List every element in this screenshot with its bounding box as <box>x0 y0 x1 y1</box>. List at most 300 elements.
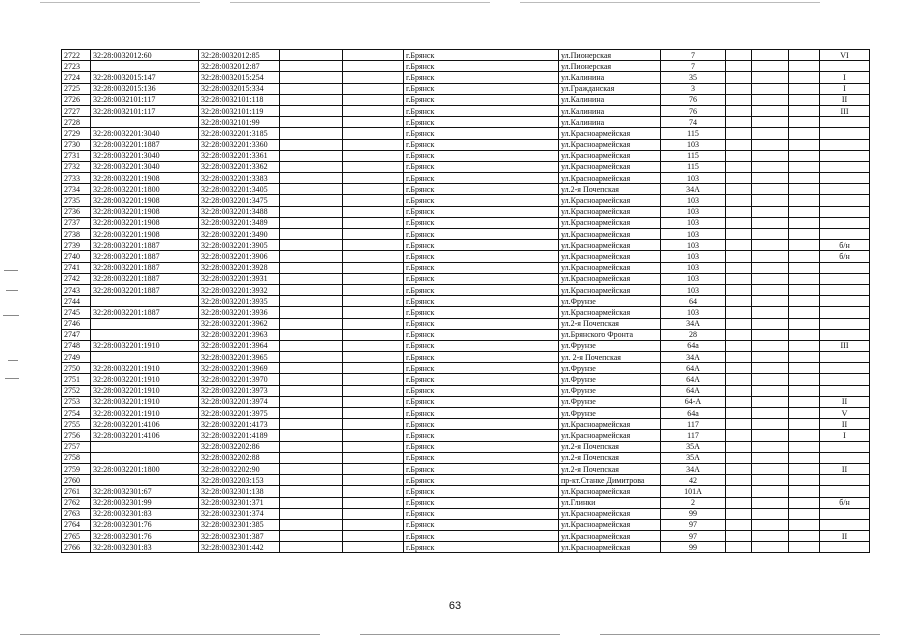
empty-cell <box>280 307 343 318</box>
empty-cell <box>343 83 404 94</box>
empty-cell <box>280 284 343 295</box>
house-number: 115 <box>661 150 726 161</box>
parent-cadastral-number: 32:28:0032101:117 <box>91 94 199 105</box>
empty-cell <box>280 217 343 228</box>
empty-cell <box>752 117 789 128</box>
empty-cell <box>789 318 820 329</box>
cadastral-number: 32:28:0032301:385 <box>199 519 280 530</box>
parent-cadastral-number: 32:28:0032201:1887 <box>91 307 199 318</box>
house-number: 42 <box>661 475 726 486</box>
empty-cell <box>343 240 404 251</box>
table-row <box>62 542 870 553</box>
empty-cell <box>280 374 343 385</box>
table-row <box>62 229 870 240</box>
empty-cell <box>752 61 789 72</box>
street: ул.Красноармейская <box>559 217 661 228</box>
city: г.Брянск <box>404 61 559 72</box>
city: г.Брянск <box>404 296 559 307</box>
city: г.Брянск <box>404 363 559 374</box>
street: ул.Фрунзе <box>559 408 661 419</box>
empty-cell <box>343 139 404 150</box>
empty-cell <box>343 195 404 206</box>
row-number: 2733 <box>62 173 91 184</box>
cadastral-number: 32:28:0032201:3964 <box>199 340 280 351</box>
empty-cell <box>280 251 343 262</box>
city: г.Брянск <box>404 195 559 206</box>
row-number: 2731 <box>62 150 91 161</box>
house-number: 3 <box>661 83 726 94</box>
apartment-class <box>820 161 870 172</box>
city: г.Брянск <box>404 318 559 329</box>
house-number: 7 <box>661 61 726 72</box>
empty-cell <box>280 229 343 240</box>
street: ул.Калинина <box>559 94 661 105</box>
house-number: 76 <box>661 105 726 116</box>
street: ул.Гражданская <box>559 83 661 94</box>
parent-cadastral-number <box>91 318 199 329</box>
empty-cell <box>726 173 752 184</box>
empty-cell <box>280 173 343 184</box>
empty-cell <box>789 396 820 407</box>
street: ул.Красноармейская <box>559 150 661 161</box>
parent-cadastral-number <box>91 329 199 340</box>
apartment-class: I <box>820 83 870 94</box>
empty-cell <box>726 352 752 363</box>
table-row <box>62 441 870 452</box>
empty-cell <box>726 206 752 217</box>
city: г.Брянск <box>404 273 559 284</box>
parent-cadastral-number: 32:28:0032201:1910 <box>91 408 199 419</box>
table-row <box>62 217 870 228</box>
parent-cadastral-number: 32:28:0032201:1800 <box>91 184 199 195</box>
parent-cadastral-number <box>91 441 199 452</box>
empty-cell <box>789 340 820 351</box>
parent-cadastral-number <box>91 475 199 486</box>
empty-cell <box>726 139 752 150</box>
apartment-class <box>820 508 870 519</box>
empty-cell <box>752 452 789 463</box>
cadastral-number: 32:28:0032101:119 <box>199 105 280 116</box>
empty-cell <box>343 184 404 195</box>
empty-cell <box>726 94 752 105</box>
empty-cell <box>726 307 752 318</box>
empty-cell <box>752 307 789 318</box>
empty-cell <box>726 374 752 385</box>
city: г.Брянск <box>404 352 559 363</box>
empty-cell <box>752 184 789 195</box>
empty-cell <box>726 519 752 530</box>
city: г.Брянск <box>404 240 559 251</box>
apartment-class <box>820 150 870 161</box>
parent-cadastral-number: 32:28:0032101:117 <box>91 105 199 116</box>
empty-cell <box>726 296 752 307</box>
empty-cell <box>752 139 789 150</box>
parent-cadastral-number: 32:28:0032201:3040 <box>91 128 199 139</box>
apartment-class: II <box>820 419 870 430</box>
empty-cell <box>752 150 789 161</box>
row-number: 2757 <box>62 441 91 452</box>
row-number: 2742 <box>62 273 91 284</box>
cadastral-number: 32:28:0032101:99 <box>199 117 280 128</box>
street: ул.Фрунзе <box>559 374 661 385</box>
cadastral-number: 32:28:0032201:4189 <box>199 430 280 441</box>
street: ул.Красноармейская <box>559 173 661 184</box>
empty-cell <box>280 408 343 419</box>
register-table <box>61 49 870 553</box>
cadastral-number: 32:28:0032201:4173 <box>199 419 280 430</box>
city: г.Брянск <box>404 117 559 128</box>
empty-cell <box>343 307 404 318</box>
empty-cell <box>343 363 404 374</box>
cadastral-number: 32:28:0032301:442 <box>199 542 280 553</box>
cadastral-number: 32:28:0032201:3931 <box>199 273 280 284</box>
house-number: 103 <box>661 240 726 251</box>
row-number: 2728 <box>62 117 91 128</box>
empty-cell <box>752 173 789 184</box>
empty-cell <box>789 94 820 105</box>
house-number: 117 <box>661 430 726 441</box>
empty-cell <box>343 173 404 184</box>
empty-cell <box>280 195 343 206</box>
empty-cell <box>789 463 820 474</box>
empty-cell <box>789 374 820 385</box>
apartment-class <box>820 307 870 318</box>
empty-cell <box>752 508 789 519</box>
empty-cell <box>789 531 820 542</box>
apartment-class <box>820 385 870 396</box>
row-number: 2738 <box>62 229 91 240</box>
cadastral-number: 32:28:0032015:254 <box>199 72 280 83</box>
table-row <box>62 296 870 307</box>
parent-cadastral-number: 32:28:0032301:76 <box>91 519 199 530</box>
empty-cell <box>280 419 343 430</box>
row-number: 2759 <box>62 463 91 474</box>
empty-cell <box>343 497 404 508</box>
house-number: 97 <box>661 531 726 542</box>
street: ул.Фрунзе <box>559 340 661 351</box>
city: г.Брянск <box>404 184 559 195</box>
parent-cadastral-number: 32:28:0032201:1908 <box>91 229 199 240</box>
empty-cell <box>726 128 752 139</box>
empty-cell <box>789 519 820 530</box>
empty-cell <box>752 519 789 530</box>
parent-cadastral-number: 32:28:0032201:1910 <box>91 363 199 374</box>
cadastral-number: 32:28:0032201:3963 <box>199 329 280 340</box>
street: ул.2-я Почепская <box>559 184 661 195</box>
cadastral-number: 32:28:0032201:3488 <box>199 206 280 217</box>
empty-cell <box>280 385 343 396</box>
empty-cell <box>343 50 404 61</box>
empty-cell <box>752 340 789 351</box>
empty-cell <box>726 50 752 61</box>
empty-cell <box>789 408 820 419</box>
cadastral-number: 32:28:0032201:3906 <box>199 251 280 262</box>
empty-cell <box>726 329 752 340</box>
house-number: 64А <box>661 385 726 396</box>
street: ул.Красноармейская <box>559 307 661 318</box>
apartment-class <box>820 139 870 150</box>
table-row <box>62 508 870 519</box>
house-number: 103 <box>661 307 726 318</box>
empty-cell <box>343 117 404 128</box>
empty-cell <box>789 150 820 161</box>
empty-cell <box>789 430 820 441</box>
street: ул.Красноармейская <box>559 531 661 542</box>
table-row <box>62 273 870 284</box>
street: ул.Красноармейская <box>559 251 661 262</box>
parent-cadastral-number <box>91 452 199 463</box>
street: ул.Красноармейская <box>559 419 661 430</box>
street: ул.2-я Почепская <box>559 441 661 452</box>
empty-cell <box>343 396 404 407</box>
empty-cell <box>752 50 789 61</box>
cadastral-number: 32:28:0032015:334 <box>199 83 280 94</box>
empty-cell <box>343 374 404 385</box>
empty-cell <box>789 61 820 72</box>
parent-cadastral-number: 32:28:0032201:1887 <box>91 262 199 273</box>
empty-cell <box>280 363 343 374</box>
apartment-class <box>820 329 870 340</box>
empty-cell <box>280 452 343 463</box>
city: г.Брянск <box>404 262 559 273</box>
apartment-class <box>820 374 870 385</box>
empty-cell <box>726 385 752 396</box>
apartment-class <box>820 486 870 497</box>
parent-cadastral-number: 32:28:0032201:3040 <box>91 150 199 161</box>
cadastral-number: 32:28:0032201:3970 <box>199 374 280 385</box>
empty-cell <box>789 452 820 463</box>
row-number: 2726 <box>62 94 91 105</box>
empty-cell <box>280 50 343 61</box>
empty-cell <box>789 363 820 374</box>
city: г.Брянск <box>404 396 559 407</box>
city: г.Брянск <box>404 419 559 430</box>
cadastral-number: 32:28:0032201:3975 <box>199 408 280 419</box>
empty-cell <box>280 340 343 351</box>
empty-cell <box>752 497 789 508</box>
apartment-class <box>820 296 870 307</box>
empty-cell <box>726 441 752 452</box>
empty-cell <box>280 463 343 474</box>
house-number: 117 <box>661 419 726 430</box>
empty-cell <box>726 475 752 486</box>
parent-cadastral-number: 32:28:0032201:1908 <box>91 173 199 184</box>
row-number: 2729 <box>62 128 91 139</box>
city: г.Брянск <box>404 486 559 497</box>
table-row <box>62 340 870 351</box>
table-row <box>62 497 870 508</box>
empty-cell <box>280 83 343 94</box>
cadastral-number: 32:28:0032201:3932 <box>199 284 280 295</box>
street: ул.Пионерская <box>559 50 661 61</box>
cadastral-number: 32:28:0032201:3905 <box>199 240 280 251</box>
parent-cadastral-number: 32:28:0032201:1908 <box>91 206 199 217</box>
house-number: 103 <box>661 206 726 217</box>
city: г.Брянск <box>404 542 559 553</box>
city: г.Брянск <box>404 475 559 486</box>
empty-cell <box>280 441 343 452</box>
cadastral-number: 32:28:0032301:387 <box>199 531 280 542</box>
apartment-class <box>820 452 870 463</box>
empty-cell <box>752 352 789 363</box>
cadastral-number: 32:28:0032201:3928 <box>199 262 280 273</box>
street: ул.Красноармейская <box>559 161 661 172</box>
row-number: 2743 <box>62 284 91 295</box>
table-row <box>62 251 870 262</box>
empty-cell <box>752 318 789 329</box>
city: г.Брянск <box>404 94 559 105</box>
table-row <box>62 329 870 340</box>
empty-cell <box>343 385 404 396</box>
city: г.Брянск <box>404 128 559 139</box>
street: ул.Пионерская <box>559 61 661 72</box>
row-number: 2734 <box>62 184 91 195</box>
row-number: 2727 <box>62 105 91 116</box>
empty-cell <box>280 105 343 116</box>
empty-cell <box>752 83 789 94</box>
apartment-class: I <box>820 430 870 441</box>
city: г.Брянск <box>404 385 559 396</box>
house-number: 115 <box>661 128 726 139</box>
house-number: 35А <box>661 441 726 452</box>
row-number: 2750 <box>62 363 91 374</box>
apartment-class <box>820 173 870 184</box>
empty-cell <box>343 519 404 530</box>
empty-cell <box>343 329 404 340</box>
empty-cell <box>789 128 820 139</box>
apartment-class <box>820 352 870 363</box>
empty-cell <box>752 296 789 307</box>
parent-cadastral-number: 32:28:0032201:1887 <box>91 139 199 150</box>
empty-cell <box>343 419 404 430</box>
empty-cell <box>343 318 404 329</box>
city: г.Брянск <box>404 408 559 419</box>
cadastral-number: 32:28:0032201:3962 <box>199 318 280 329</box>
table-row <box>62 161 870 172</box>
parent-cadastral-number: 32:28:0032201:1887 <box>91 240 199 251</box>
street: ул.Брянского Фронта <box>559 329 661 340</box>
register-table-body <box>62 50 870 553</box>
empty-cell <box>343 408 404 419</box>
empty-cell <box>789 419 820 430</box>
cadastral-number: 32:28:0032301:371 <box>199 497 280 508</box>
table-row <box>62 408 870 419</box>
empty-cell <box>752 463 789 474</box>
empty-cell <box>343 251 404 262</box>
table-row <box>62 262 870 273</box>
street: ул.2-я Почепская <box>559 463 661 474</box>
house-number: 103 <box>661 284 726 295</box>
empty-cell <box>726 408 752 419</box>
house-number: 35 <box>661 72 726 83</box>
apartment-class <box>820 363 870 374</box>
apartment-class <box>820 229 870 240</box>
house-number: 99 <box>661 542 726 553</box>
parent-cadastral-number: 32:28:0032012:60 <box>91 50 199 61</box>
empty-cell <box>789 83 820 94</box>
empty-cell <box>343 262 404 273</box>
table-row <box>62 206 870 217</box>
cadastral-number: 32:28:0032201:3936 <box>199 307 280 318</box>
empty-cell <box>789 217 820 228</box>
empty-cell <box>752 408 789 419</box>
empty-cell <box>343 206 404 217</box>
cadastral-number: 32:28:0032201:3973 <box>199 385 280 396</box>
empty-cell <box>343 128 404 139</box>
apartment-class <box>820 128 870 139</box>
row-number: 2745 <box>62 307 91 318</box>
empty-cell <box>726 419 752 430</box>
apartment-class <box>820 61 870 72</box>
apartment-class: II <box>820 94 870 105</box>
cadastral-number: 32:28:0032201:3185 <box>199 128 280 139</box>
street: ул.Калинина <box>559 72 661 83</box>
empty-cell <box>726 195 752 206</box>
parent-cadastral-number: 32:28:0032201:1908 <box>91 195 199 206</box>
empty-cell <box>752 262 789 273</box>
empty-cell <box>343 452 404 463</box>
parent-cadastral-number: 32:28:0032201:1887 <box>91 284 199 295</box>
empty-cell <box>280 161 343 172</box>
house-number: 64-А <box>661 396 726 407</box>
empty-cell <box>726 363 752 374</box>
empty-cell <box>752 531 789 542</box>
empty-cell <box>280 117 343 128</box>
empty-cell <box>752 363 789 374</box>
table-row <box>62 50 870 61</box>
empty-cell <box>343 273 404 284</box>
empty-cell <box>789 139 820 150</box>
row-number: 2744 <box>62 296 91 307</box>
city: г.Брянск <box>404 83 559 94</box>
apartment-class <box>820 441 870 452</box>
house-number: 64А <box>661 363 726 374</box>
row-number: 2762 <box>62 497 91 508</box>
empty-cell <box>280 139 343 150</box>
empty-cell <box>726 497 752 508</box>
house-number: 7 <box>661 50 726 61</box>
cadastral-number: 32:28:0032201:3490 <box>199 229 280 240</box>
house-number: 34А <box>661 184 726 195</box>
empty-cell <box>280 240 343 251</box>
empty-cell <box>752 105 789 116</box>
city: г.Брянск <box>404 519 559 530</box>
house-number: 34А <box>661 318 726 329</box>
house-number: 64а <box>661 340 726 351</box>
table-row <box>62 419 870 430</box>
row-number: 2763 <box>62 508 91 519</box>
empty-cell <box>280 486 343 497</box>
city: г.Брянск <box>404 173 559 184</box>
cadastral-number: 32:28:0032201:3965 <box>199 352 280 363</box>
cadastral-number: 32:28:0032202:88 <box>199 452 280 463</box>
apartment-class <box>820 542 870 553</box>
empty-cell <box>343 352 404 363</box>
empty-cell <box>789 161 820 172</box>
apartment-class <box>820 195 870 206</box>
table-row <box>62 385 870 396</box>
empty-cell <box>726 508 752 519</box>
city: г.Брянск <box>404 508 559 519</box>
table-row <box>62 452 870 463</box>
register-table-container <box>61 49 870 553</box>
house-number: 103 <box>661 173 726 184</box>
parent-cadastral-number <box>91 61 199 72</box>
row-number: 2764 <box>62 519 91 530</box>
house-number: 34А <box>661 463 726 474</box>
city: г.Брянск <box>404 217 559 228</box>
table-row <box>62 430 870 441</box>
